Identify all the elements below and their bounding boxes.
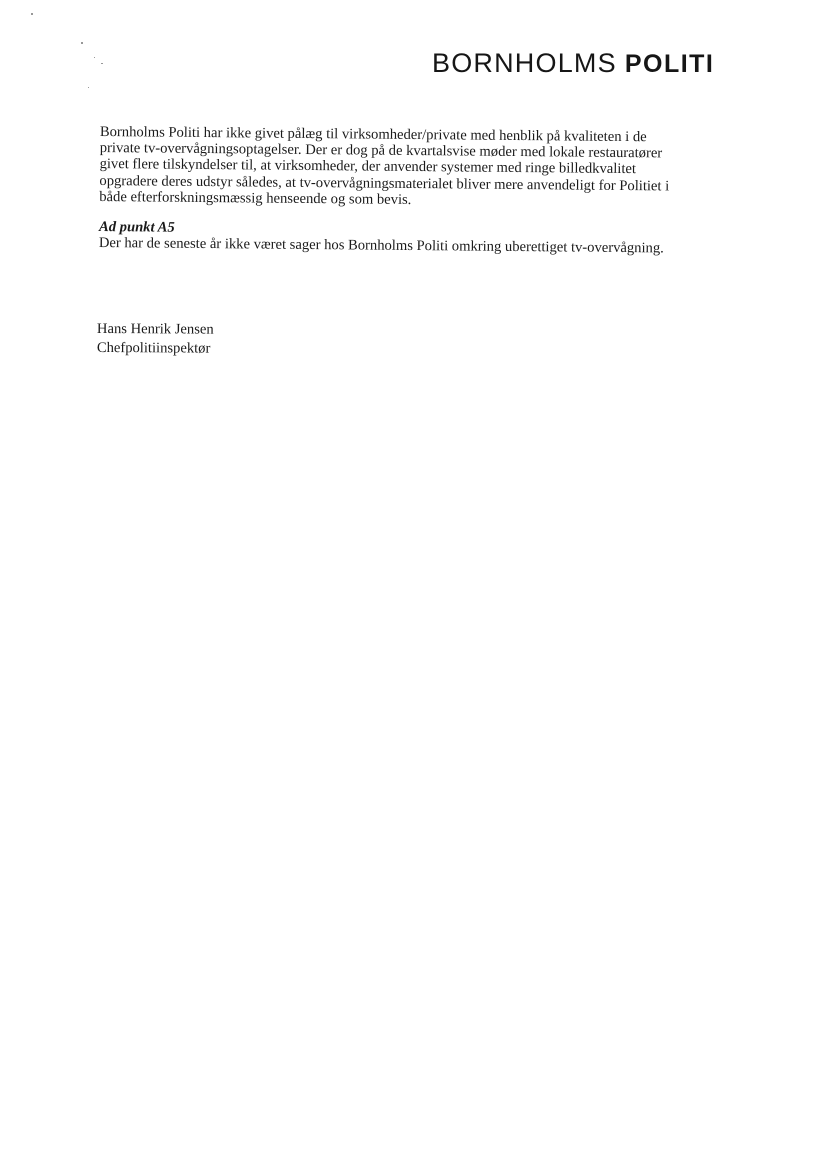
paragraph-line: givet flere tilskyndelser til, at virksomheder, der anvender systemer med ringe billedkvalitet: [99, 156, 637, 178]
paragraph-1: [99, 124, 730, 211]
scan-speck: [101, 63, 103, 64]
section-heading-a5: Ad punkt A5: [98, 219, 175, 236]
paragraph-line: opgradere deres udstyr således, at tv-overvågningsmaterialet bliver mere anvendeligt for Politiet i: [99, 172, 670, 195]
logo-text-politi: POLITI: [624, 50, 715, 78]
scan-speck: [94, 57, 95, 58]
signatory-title: Chefpolitiinspektør: [96, 339, 211, 357]
signatory-name: Hans Henrik Jensen: [96, 321, 214, 338]
scan-speck: [81, 42, 83, 44]
paragraph-line: Der har de seneste år ikke været sager hos Bornholms Politi omkring uberettiget tv-overvågning.: [98, 235, 664, 257]
letter-body: [99, 124, 730, 257]
paragraph-line: private tv-overvågningsoptagelser. Der er dog på de kvartalsvise møder med lokale restauratører: [99, 140, 663, 162]
scan-speck: [31, 13, 33, 15]
signature-block: [97, 320, 214, 359]
police-logo-header: [432, 48, 714, 79]
paragraph-line: Bornholms Politi har ikke givet pålæg til virksomheder/private med henblik på kvaliteten i de: [99, 124, 647, 146]
logo-text-bornholms: BORNHOLMS: [432, 48, 617, 78]
paragraph-line: både efterforskningsmæssig henseende og som bevis.: [99, 188, 412, 208]
scan-speck: [88, 87, 89, 88]
